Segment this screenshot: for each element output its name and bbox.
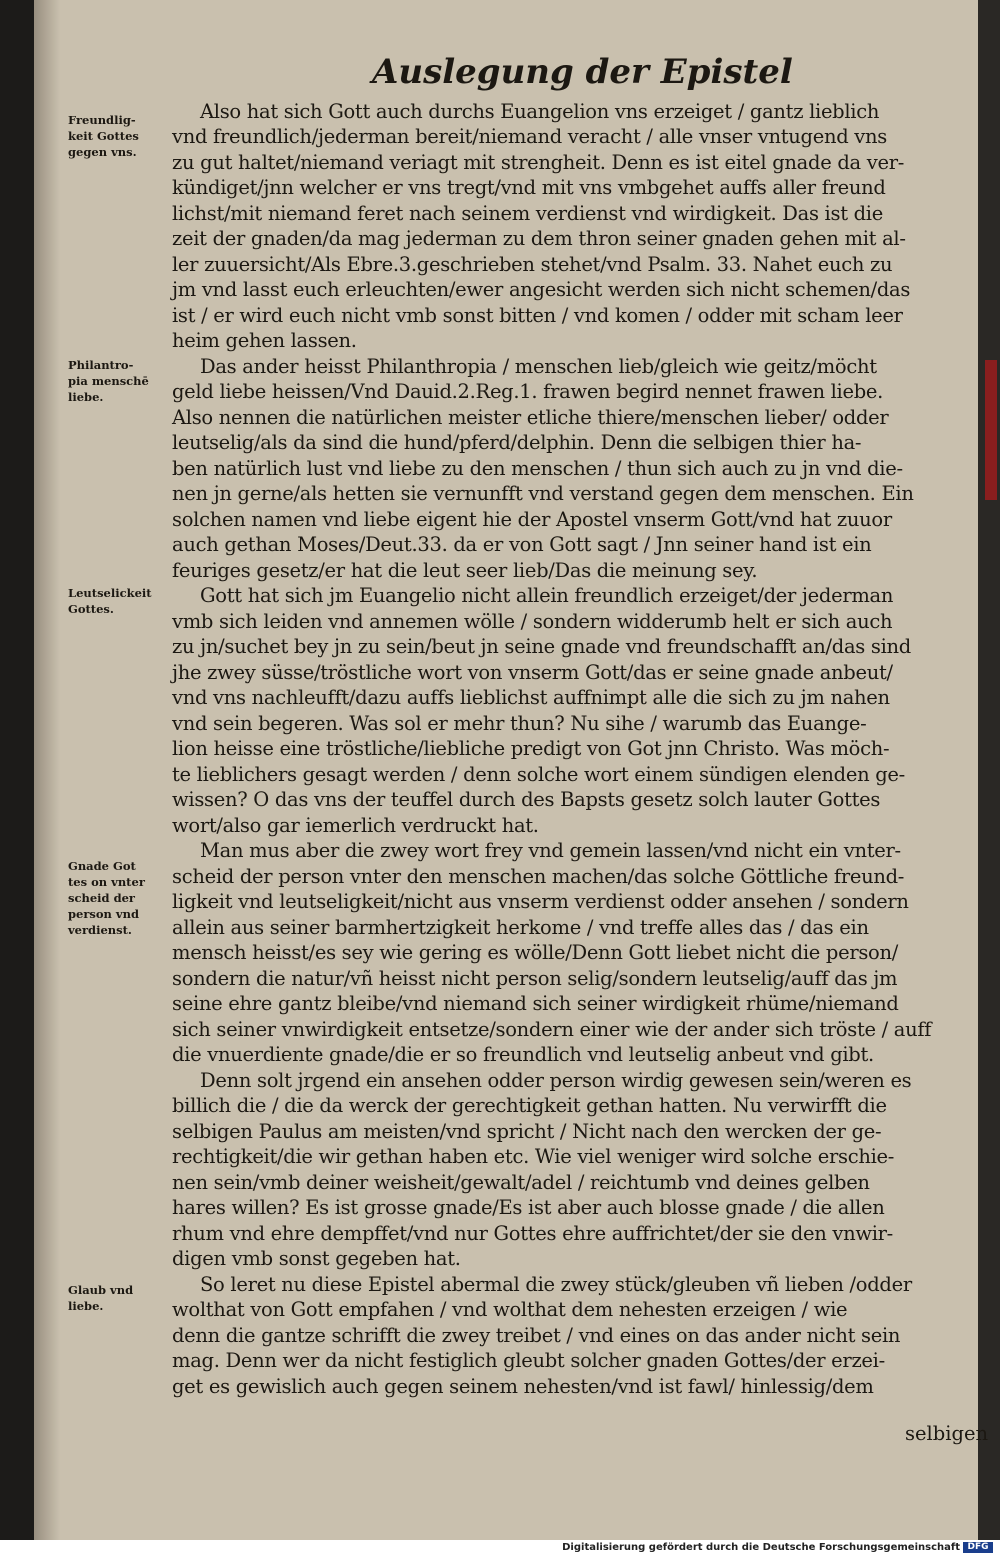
text-line: jm vnd lasst euch erleuchten/ewer angesicht werden sich nicht schemen/das [172, 278, 911, 301]
margin-note-line: person vnd [68, 907, 140, 921]
text-line: Also nennen die natürlichen meister etliche thiere/menschen lieber/ odder [172, 406, 889, 429]
margin-note-line: Glaub vnd [68, 1283, 134, 1297]
text-line: geld liebe heissen/Vnd Dauid.2.Reg.1. frawen begird nennet frawen liebe. [172, 380, 884, 403]
text-line: zeit der gnaden/da mag jederman zu dem thron seiner gnaden gehen mit al- [172, 227, 906, 250]
text-line: Das ander heisst Philanthropia / menschen lieb/gleich wie geitz/möcht [200, 355, 877, 378]
text-line: digen vmb sonst gegeben hat. [172, 1247, 461, 1270]
text-line: heim gehen lassen. [172, 329, 357, 352]
margin-note-gnade-gottes [68, 858, 145, 938]
page-gutter-shadow [34, 0, 60, 1540]
margin-note-line: tes on vnter [68, 875, 145, 889]
text-line: solchen namen vnd liebe eigent hie der Apostel vnserm Gott/vnd hat zuuor [172, 508, 892, 531]
margin-note-line: liebe. [68, 1299, 104, 1313]
text-line: mensch heisst/es sey wie gering es wölle/Denn Gott liebet nicht die person/ [172, 941, 899, 964]
text-line: jhe zwey süsse/tröstliche wort von vnserm Gott/das er seine gnade anbeut/ [172, 661, 893, 684]
text-line: ler zuuersicht/Als Ebre.3.geschrieben stehet/vnd Psalm. 33. Nahet euch zu [172, 253, 893, 276]
margin-note-line: verdienst. [68, 923, 132, 937]
text-line: rhum vnd ehre dempffet/vnd nur Gottes ehre auffrichtet/der sie den vnwir- [172, 1222, 893, 1245]
text-line: selbigen Paulus am meisten/vnd spricht / Nicht nach den wercken der ge- [172, 1120, 882, 1143]
text-line: mag. Denn wer da nicht festiglich gleubt solcher gnaden Gottes/der erzei- [172, 1349, 885, 1372]
catchword: selbigen [905, 1422, 989, 1445]
text-line: auch gethan Moses/Deut.33. da er von Gott sagt / Jnn seiner hand ist ein [172, 533, 872, 556]
text-line: vnd sein begeren. Was sol er mehr thun? Nu sihe / warumb das Euange- [172, 712, 867, 735]
margin-note-line: pia menschē [68, 374, 149, 388]
text-line: Man mus aber die zwey wort frey vnd gemein lassen/vnd nicht ein vnter- [200, 839, 901, 862]
text-line: billich die / die da werck der gerechtigkeit gethan hatten. Nu verwirfft die [172, 1094, 887, 1117]
text-line: nen sein/vmb deiner weisheit/gewalt/adel / reichtumb vnd deines gelben [172, 1171, 870, 1194]
margin-note-line: Freundlig- [68, 113, 136, 127]
text-line: seine ehre gantz bleibe/vnd niemand sich seiner wirdigkeit rhüme/niemand [172, 992, 899, 1015]
text-line: wissen? O das vns der teuffel durch des Bapsts gesetz solch lauter Gottes [172, 788, 881, 811]
text-line: hares willen? Es ist grosse gnade/Es ist aber auch blosse gnade / die allen [172, 1196, 885, 1219]
text-line: ligkeit vnd leutseligkeit/nicht aus vnserm verdienst odder ansehen / sondern [172, 890, 909, 913]
margin-note-philantropia [68, 357, 149, 405]
text-line: scheid der person vnter den menschen machen/das solche Göttliche freund- [172, 865, 905, 888]
margin-note-line: liebe. [68, 390, 104, 404]
funding-notice: Digitalisierung gefördert durch die Deutsche Forschungsgemeinschaft [562, 1542, 960, 1553]
margin-note-line: Philantro- [68, 358, 134, 372]
margin-note-freundligkeit [68, 112, 139, 160]
text-line: Gott hat sich jm Euangelio nicht allein freundlich erzeiget/der jederman [200, 584, 894, 607]
text-line: wort/also gar iemerlich verdruckt hat. [172, 814, 539, 837]
text-line: leutselig/als da sind die hund/pferd/delphin. Denn die selbigen thier ha- [172, 431, 862, 454]
text-line: lichst/mit niemand feret nach seinem verdienst vnd wirdigkeit. Das ist die [172, 202, 883, 225]
margin-note-line: scheid der [68, 891, 135, 905]
text-line: ist / er wird euch nicht vmb sonst bitten / vnd komen / odder mit scham leer [172, 304, 903, 327]
text-line: die vnuerdiente gnade/die er so freundlich vnd leutselig anbeut vnd gibt. [172, 1043, 874, 1066]
text-line: ben natürlich lust vnd liebe zu den menschen / thun sich auch zu jn vnd die- [172, 457, 903, 480]
margin-note-glaub-und-liebe [68, 1282, 133, 1314]
text-line: zu gut haltet/niemand veriagt mit strengheit. Denn es ist eitel gnade da ver- [172, 151, 905, 174]
running-head: Auslegung der Epistel [372, 52, 793, 92]
text-line: rechtigkeit/die wir gethan haben etc. Wie viel weniger wird solche erschie- [172, 1145, 895, 1168]
text-line: kündiget/jnn welcher er vns tregt/vnd mit vns vmbgehet auffs aller freund [172, 176, 886, 199]
text-line: denn die gantze schrifft die zwey treibet / vnd eines on das ander nicht sein [172, 1324, 901, 1347]
text-line: sich seiner vnwirdigkeit entsetze/sondern einer wie der ander sich tröste / auff [172, 1018, 932, 1041]
text-line: vmb sich leiden vnd annemen wölle / sondern widderumb helt er sich auch [172, 610, 893, 633]
text-line: sondern die natur/vñ heisst nicht person selig/sondern leutselig/auff das jm [172, 967, 898, 990]
margin-note-line: keit Gottes [68, 129, 139, 143]
text-line: zu jn/suchet bey jn zu sein/beut jn seine gnade vnd freundschafft an/das sind [172, 635, 911, 658]
page-right-edge [978, 0, 1000, 1540]
margin-note-line: gegen vns. [68, 145, 137, 159]
text-line: get es gewislich auch gegen seinem nehesten/vnd ist fawl/ hinlessig/dem [172, 1375, 874, 1398]
text-line: So leret nu diese Epistel abermal die zwey stück/gleuben vñ lieben /odder [200, 1273, 912, 1296]
text-line: feuriges gesetz/er hat die leut seer lieb/Das die meinung sey. [172, 559, 758, 582]
margin-note-line: Leutselickeit [68, 586, 152, 600]
text-line: Denn solt jrgend ein ansehen odder person wirdig gewesen sein/weren es [200, 1069, 912, 1092]
text-line: vnd freundlich/jederman bereit/niemand veracht / alle vnser vntugend vns [172, 125, 887, 148]
text-line: nen jn gerne/als hetten sie vernunfft vnd verstand gegen dem menschen. Ein [172, 482, 914, 505]
text-line: Also hat sich Gott auch durchs Euangelion vns erzeiget / gantz lieblich [200, 100, 880, 123]
text-line: lion heisse eine tröstliche/liebliche predigt von Got jnn Christo. Was möch- [172, 737, 890, 760]
footer-bar [0, 1540, 1000, 1555]
binding-marker [985, 360, 997, 500]
text-line: allein aus seiner barmhertzigkeit herkome / vnd treffe alles das / das ein [172, 916, 869, 939]
margin-note-leutselickeit [68, 585, 152, 617]
text-line: te lieblichers gesagt werden / denn solche wort einem sündigen elenden ge- [172, 763, 905, 786]
margin-note-line: Gottes. [68, 602, 114, 616]
text-line: vnd vns nachleufft/dazu auffs lieblichst auffnimpt alle die sich zu jm nahen [172, 686, 890, 709]
dfg-logo: DFG [963, 1542, 993, 1553]
text-line: wolthat von Gott empfahen / vnd wolthat dem nehesten erzeigen / wie [172, 1298, 848, 1321]
margin-note-line: Gnade Got [68, 859, 136, 873]
